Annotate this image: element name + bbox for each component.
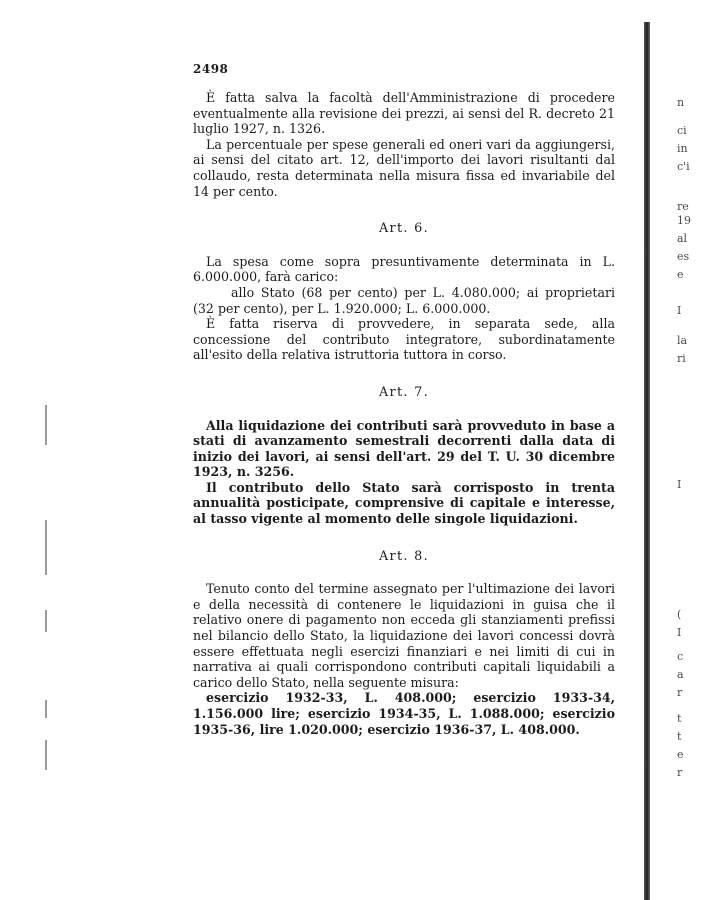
page-binding-edge [644,22,650,900]
bleed-fragment: re [677,200,689,213]
article-8-paragraph-exercises: esercizio 1932-33, L. 408.000; esercizio 1933-34, 1.156.000 lire; esercizio 1934-35, L. 1.088.000; esercizio 1935-36, lire 1.020.000; esercizio 1936-37, L. 408.000. [193,690,615,737]
article-7-heading: Art. 7. [379,384,429,400]
bleed-fragment: al [677,232,688,245]
bleed-fragment: es [677,250,690,263]
bleed-fragment: I [677,626,682,639]
article-6-paragraph-reserve: È fatta riserva di provvedere, in separata sede, alla concessione del contributo integratore, subordinatamente all'esito della relativa istruttoria tuttora in corso. [193,316,615,363]
bleed-fragment: in [677,142,688,155]
bleed-fragment: n [677,96,685,109]
bleed-fragment: t [677,730,682,743]
article-7-paragraph-contribution: Il contributo dello Stato sarà corrisposto in trenta annualità posticipate, comprensive di capitale e interesse, al tasso vigente al momento delle singole liquidazioni. [193,479,615,527]
bleed-fragment: r [677,686,683,699]
bleed-fragment: ci [677,124,687,137]
intro-paragraph-revision: È fatta salva la facoltà dell'Amministrazione di procedere eventualmente alla revisione dei prezzi, ai sensi del R. decreto 21 luglio 1927, n. 1326. [193,90,615,137]
bleed-fragment: e [677,748,684,761]
bleed-fragment: a [677,668,684,681]
scan-artifact [45,405,47,445]
bleed-fragment: I [677,304,682,317]
bleed-fragment: 19 [677,214,691,227]
scan-artifact [45,700,47,718]
article-6-heading: Art. 6. [379,221,429,237]
bleed-fragment: e [677,268,684,281]
intro-paragraph-percentage: La percentuale per spese generali ed oneri vari da aggiungersi, ai sensi del citato art. 12, dell'importo dei lavori risultanti dal collaudo, resta determinata nella misura fissa ed invariabile del 14 per cento. [193,136,615,199]
bleed-fragment: c'i [677,160,690,173]
article-7-paragraph-liquidation: Alla liquidazione dei contributi sarà provveduto in base a stati di avanzamento semestrali decorrenti dalla data di inizio dei lavori, ai sensi dell'art. 29 del T. U. 30 dicembre 1923, n. 3256. [193,417,615,480]
article-8-heading: Art. 8. [379,548,429,564]
scan-artifact [45,740,47,770]
article-6-paragraph-cost: La spesa come sopra presuntivamente determinata in L. 6.000.000, farà carico: [193,253,615,285]
bleed-fragment: c [677,650,684,663]
bleed-fragment: la [677,334,688,347]
scan-artifact [45,520,47,575]
article-6-paragraph-allocation: allo Stato (68 per cento) per L. 4.080.000; ai proprietari (32 per cento), per L. 1.920.000; L. 6.000.000. [193,284,615,316]
facing-page-bleed [670,0,703,900]
page-number: 2498 [193,62,229,76]
scan-artifact [45,610,47,632]
article-8-paragraph-terms: Tenuto conto del termine assegnato per l'ultimazione dei lavori e della necessità di contenere le liquidazioni in guisa che il relativo onere di pagamento non ecceda gli stanziamenti prefissi nel bilancio dello Stato, la liquidazione dei lavori concessi dovrà essere effettuata negli esercizi finanziari e nei limiti di cui in narrativa ai quali corrispondono contributi capitali liquidabili a carico dello Stato, nella seguente misura: [193,581,615,690]
bleed-fragment: r [677,766,683,779]
document-body [193,90,615,737]
bleed-fragment: ri [677,352,686,365]
bleed-fragment: ( [677,608,682,621]
bleed-fragment: I [677,478,682,491]
bleed-fragment: t [677,712,682,725]
